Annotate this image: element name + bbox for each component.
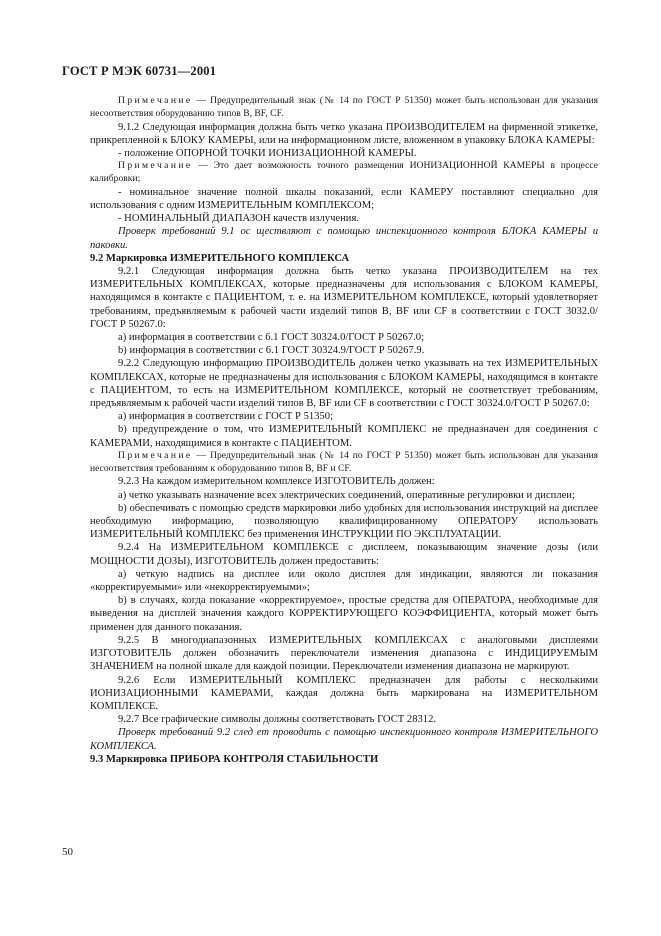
page-number: 50	[62, 846, 73, 858]
note-label: Примечание	[118, 95, 193, 106]
document-header: ГОСТ Р МЭК 60731—2001	[62, 64, 217, 78]
verification-paragraph: Проверк требований 9.1 ос ществляют с помощью инспекционного контроля БЛОКА КАМЕРЫ и паковки.	[90, 226, 598, 251]
body-paragraph: 9.2.5 В многодиапазонных ИЗМЕРИТЕЛЬНЫХ КОМПЛЕКСАХ с аналоговыми дисплеями ИЗГОТОВИТЕЛЬ должен обозначить переключатели изменения диапазона с ИНДИЦИРУЕМЫМ ЗНАЧЕНИЕМ на полной шкале для каждой позиции. Переключатели изменения диапазона не маркируют.	[90, 634, 598, 673]
note-text: — Предупредительный знак (№ 14 по ГОСТ Р 51350) может быть использован для указания несоответствия требованиям к оборудованию типов В, BF и CF.	[90, 449, 598, 474]
body-paragraph: 9.2.7 Все графические символы должны соответствовать ГОСТ 28312.	[118, 714, 437, 726]
note-text: — Предупредительный знак (№ 14 по ГОСТ Р 51350) может быть использован для указания несоответствия оборудованию типов В, BF, CF.	[90, 95, 598, 119]
body-paragraph: 9.2.4 На ИЗМЕРИТЕЛЬНОМ КОМПЛЕКСЕ с дисплеем, показывающим значение дозы (или МОЩНОСТИ ДОЗЫ), ИЗГОТОВИТЕЛЬ должен предоставить:	[90, 542, 598, 567]
body-paragraph: а) четко указывать назначение всех электрических соединений, оперативные регулировки и дисплеи;	[118, 489, 575, 501]
verification-paragraph: Проверк требований 9.2 след ет проводить с помощью инспекционного контроля ИЗМЕРИТЕЛЬНОГО КОМПЛЕКСА.	[90, 727, 598, 752]
document-body	[90, 95, 598, 766]
note-label: Примечание	[118, 160, 193, 172]
body-paragraph: 9.1.2 Следующая информация должна быть четко указана ПРОИЗВОДИТЕЛЕМ на фирменной этикетке, прикрепленной к БЛОКУ КАМЕРЫ, или на информационном листе, вложенном в упаковку БЛОКА КАМЕРЫ:	[90, 121, 598, 146]
note-paragraph	[90, 95, 598, 121]
body-paragraph: b) обеспечивать с помощью средств маркировки либо удобных для использования инструкций на дисплее необходимую информацию, позволяющую квалифицированному ОПЕРАТОРУ использовать ИЗМЕРИТЕЛЬНЫЙ КОМПЛЕКС без применения ИНСТРУКЦИИ ПО ЭКСПЛУАТАЦИИ.	[90, 502, 598, 541]
body-paragraph: а) информация в соответствии с ГОСТ Р 51350;	[118, 411, 334, 423]
body-paragraph: - номинальное значение полной шкалы показаний, если КАМЕРУ поставляют специально для использования с одним ИЗМЕРИТЕЛЬНЫМ КОМПЛЕКСОМ;	[90, 186, 598, 211]
body-paragraph: b) предупреждение о том, что ИЗМЕРИТЕЛЬНЫЙ КОМПЛЕКС не предназначен для соединения с КАМЕРАМИ, находящимися в контакте с ПАЦИЕНТОМ.	[90, 424, 598, 449]
body-paragraph: 9.2.6 Если ИЗМЕРИТЕЛЬНЫЙ КОМПЛЕКС предназначен для работы с несколькими ИОНИЗАЦИОННЫМИ КАМЕРАМИ, каждая должна быть маркирована на ИЗМЕРИТЕЛЬНОМ КОМПЛЕКСЕ.	[90, 674, 598, 712]
note-paragraph	[90, 160, 598, 186]
body-paragraph: b) в случаях, когда показание «корректируемое», простые средства для ОПЕРАТОРА, необходимые для выведения на дисплей значения каждого КОРРЕКТИРУЮЩЕГО КОЭФФИЦИЕНТА, который может быть применен для данного показания.	[90, 595, 598, 633]
body-paragraph: а) четкую надпись на дисплее или около дисплея для индикации, являются ли показания «корректируемыми» или «некорректируемыми»;	[90, 568, 598, 594]
body-paragraph: 9.2.1 Следующая информация должна быть четко указана ПРОИЗВОДИТЕЛЕМ на тех ИЗМЕРИТЕЛЬНЫХ КОМПЛЕКСАХ, которые предназначены для использования с БЛОКОМ КАМЕРЫ, находящимся в контакте с ПАЦИЕНТОМ, т. е. на ИЗМЕРИТЕЛЬНОМ КОМПЛЕКСЕ, который удовлетворяет требованиям, предъявляемым к рабочей части изделий типов В, BF или CF в соответствии с ГОСТ 3032.0/ГОСТ Р 50267.0:	[90, 266, 598, 330]
body-paragraph: 9.2.2 Следующую информацию ПРОИЗВОДИТЕЛЬ должен четко указывать на тех ИЗМЕРИТЕЛЬНЫХ КОМПЛЕКСАХ, которые не предназначены для использования с БЛОКОМ КАМЕРЫ, находящимся в контакте с ПАЦИЕНТОМ, то есть на ИЗМЕРИТЕЛЬНОМ КОМПЛЕКСЕ, который не соответствует требованиям, предъявляемым к рабочей части изделий типов В, BF или CF в соответствии с ГОСТ 30324.0/ГОСТ Р 50267.0:	[90, 358, 598, 410]
body-paragraph: - НОМИНАЛЬНЫЙ ДИАПАЗОН качеств излучения.	[118, 213, 359, 225]
body-paragraph: - положение ОПОРНОЙ ТОЧКИ ИОНИЗАЦИОННОЙ КАМЕРЫ.	[118, 148, 417, 159]
note-paragraph	[90, 450, 598, 476]
note-text: — Это дает возможность точного размещения ИОНИЗАЦИОННОЙ КАМЕРЫ в процессе калибровки;	[90, 160, 598, 184]
body-paragraph: b) информация в соответствии с 6.1 ГОСТ 30324.9/ГОСТ Р 50267.9.	[118, 345, 425, 357]
section-heading: 9.3 Маркировка ПРИБОРА КОНТРОЛЯ СТАБИЛЬНОСТИ	[90, 753, 379, 765]
section-heading: 9.2 Маркировка ИЗМЕРИТЕЛЬНОГО КОМПЛЕКСА	[90, 252, 350, 264]
note-label: Примечание	[118, 449, 193, 461]
body-paragraph: 9.2.3 На каждом измерительном комплексе ИЗГОТОВИТЕЛЬ должен:	[118, 476, 435, 488]
body-paragraph: а) информация в соответствии с 6.1 ГОСТ 30324.0/ГОСТ Р 50267.0;	[118, 332, 425, 344]
